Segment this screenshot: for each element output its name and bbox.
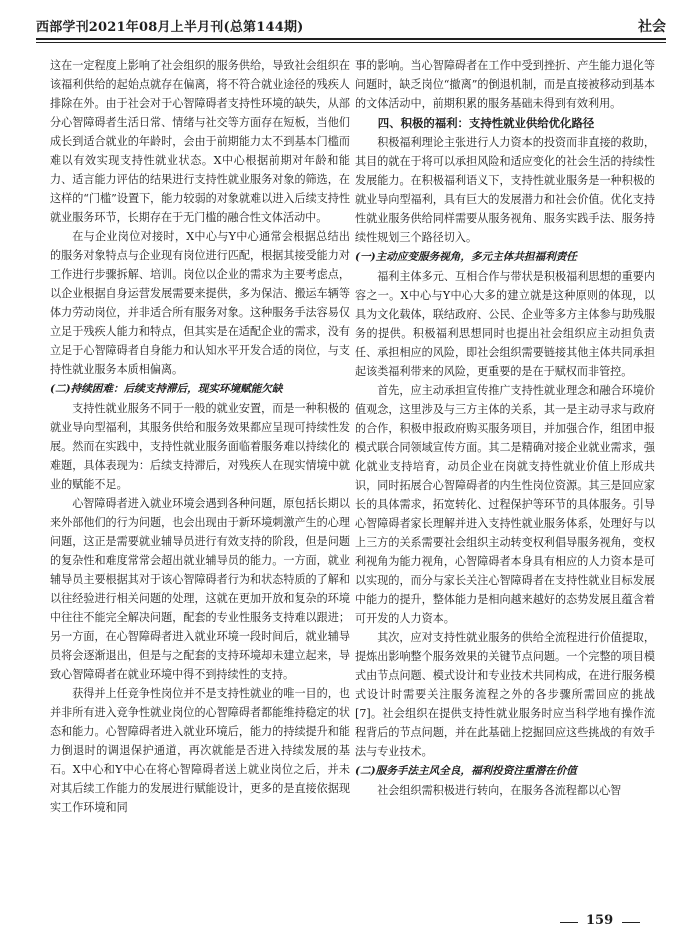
header-rule-thick [36, 38, 666, 40]
subsection-heading: (二)服务手法主风全良，福利投资注重潜在价值 [355, 765, 577, 777]
header-rule-thin [36, 42, 666, 43]
subsection-heading: (二)持续困难：后续支持滞后，现实环境赋能欠缺 [50, 383, 283, 395]
paragraph: 积极福利理论主张进行人力资本的投资而非直接的救助，其目的就在于将可以承担风险和适应变化的社会生活的持续性发展能力。在积极福利语义下，支持性就业服务是一种积极的就业导向型福利，具有巨大的发展潜力和社会价值。优化支持性就业服务供给同样需要从服务视角、服务实践手法、服务持续性规划三个路径切入。 [355, 136, 655, 244]
section-title: 社会 [638, 19, 666, 35]
paragraph: 心智障碍者进入就业环境会遇到各种问题，原包括长期以来外部他们的行为问题，也会出现由于新环境刺激产生的心理问题，这正是需要就业辅导员进行有效支持的阶段，但是问题的复杂性和难度常常会超出就业辅导员的能力。一方面，就业辅导员主要根据其对于该心智障碍者行为和状态特质的了解和以往经验进行相关问题的处理，这就在更加开放和复杂的环境中往往不能完全解决问题，配套的专业性服务支持难以跟进；另一方面，在心智障碍者进入就业环境一段时间后，就业辅导员将会逐渐退出，但是与之配套的支持环境却未建立起来，导致心智障碍者在就业环境中得不到持续性的支持。 [50, 497, 350, 681]
paragraph: 在与企业岗位对接时，X中心与Y中心通常会根据总结出的服务对象特点与企业现有岗位进行匹配，根据其接受能力对工作进行步骤拆解、培训。岗位以企业的需求为主要考虑点，以企业根据自身运营发展需要来提供，多为保洁、搬运车辆等体力劳动岗位，并非适合所有服务对象。这种服务手法容易仅立足于残疾人能力和特点，但其实是在适配企业的需求，没有立足于心智障碍者自身能力和认知水平开发合适的岗位，与支持性就业服务本质相偏离。 [50, 230, 350, 376]
paragraph: 事的影响。当心智障碍者在工作中受到挫折、产生能力退化等问题时，缺乏岗位“撤离”的倒退机制，而是直接被移动到基本的文体活动中，前期积累的服务基础未得到有效利用。 [355, 59, 655, 110]
section-heading: 四、积极的福利：支持性就业供给优化路径 [377, 116, 595, 130]
paragraph: 社会组织需积极进行转向，在服务各流程都以心智 [377, 784, 622, 797]
footer-dash-left [560, 922, 578, 923]
footer-dash-right [622, 922, 640, 923]
page-number: 159 [586, 913, 614, 928]
left-column [50, 56, 350, 896]
subsection-heading: (一)主动应变服务视角，多元主体共担福利责任 [355, 251, 577, 263]
paragraph: 获得并上任竞争性岗位并不是支持性就业的唯一目的，也并非所有进入竞争性就业岗位的心智障碍者都能维持稳定的状态和能力。心智障碍者进入就业环境后，能力的持续提升和能力倒退时的调退保护通道，再次就能是否进入持续发展的基石。X中心和Y中心在将心智障碍者送上就业岗位之后，并未对其后续工作能力的发展进行赋能设计，更多的是直接依据现实工作环境和同 [50, 687, 350, 814]
paragraph: 首先，应主动承担宣传推广支持性就业理念和融合环境价值观念，这里涉及与三方主体的关系，其一是主动寻求与政府的合作，积极申报政府购买服务项目，并加强合作，组团申报模式联合同领域宣传方面。其二是精确对接企业就业需求，强化就业支持培育，动员企业在岗就支持性就业价值上形成共识，同时拓展合心智障碍者的内生性岗位资源。其三是回应家长的具体需求，拓宽转化、过程保护等环节的具体服务。引导心智障碍者家长理解并进入支持性就业服务体系，处理好与以上三方的关系需要社会组织主动转变权利倡导服务视角，变权利视角为能力视角，心智障碍者本身具有相应的人力资本是可以实现的，而分与家长关注心智障碍者在支持性就业目标发展中能力的提升，整体能力是相向越来越好的态势发展且蕴含着可开发的人力资本。 [355, 384, 655, 625]
right-column [355, 56, 655, 896]
paragraph: 这在一定程度上影响了社会组织的服务供给，导致社会组织在该福利供给的起始点就存在偏离，将不符合就业途径的残疾人排除在外。由于社会对于心智障碍者支持性环境的缺失，从部分心智障碍者生活日常、情绪与社交等方面存在短板，当他们成长到适合就业的年龄时，会由于前期能力太不到基本门槛而难以有效实现支持性就业状态。X中心根据前期对年龄和能力、适言能力评估的结果进行支持性就业服务对象的筛选，在这样的“门槛”设置下，能力较弱的对象就难以进入后续支持性就业服务环节，长期存在于无门槛的融合性文体活动中。 [50, 59, 350, 224]
paragraph: 福利主体多元、互相合作与带状是积极福利思想的重要内容之一。X中心与Y中心大多的建立就是这种原则的体现，以具为文化载体，联结政府、公民、企业等多方主体参与助残服务的提供。积极福利思想同时也提出社会组织应主动担负责任、承担相应的风险，即社会组织需要链接其他主体共同承担起该类福利带来的风险，更重要的是在于赋权而非管控。 [355, 270, 655, 378]
paragraph: 其次，应对支持性就业服务的供给全流程进行价值提取，提炼出影响整个服务效果的关键节点问题。一个完整的项目模式由节点问题、模式设计和专业技术共同构成，在进行服务模式设计时需要关注服务流程之外的各步骤所需回应的挑战[7]。社会组织在提供支持性就业服务时应当科学地有操作流程背后的节点问题，并在此基础上挖掘回应这些挑战的有效手法与专业技术。 [355, 631, 655, 758]
paragraph: 支持性就业服务不同于一般的就业安置，而是一种积极的就业导向型福利，其服务供给和服务效果都应呈现可持续性发展。然而在实践中，支持性就业服务面临着服务难以持续化的难题，具体表现为：后续支持滞后，对残疾人在现实情境中就业的赋能不足。 [50, 402, 350, 491]
journal-title: 西部学刊2021年08月上半月刊(总第144期) [36, 20, 304, 35]
